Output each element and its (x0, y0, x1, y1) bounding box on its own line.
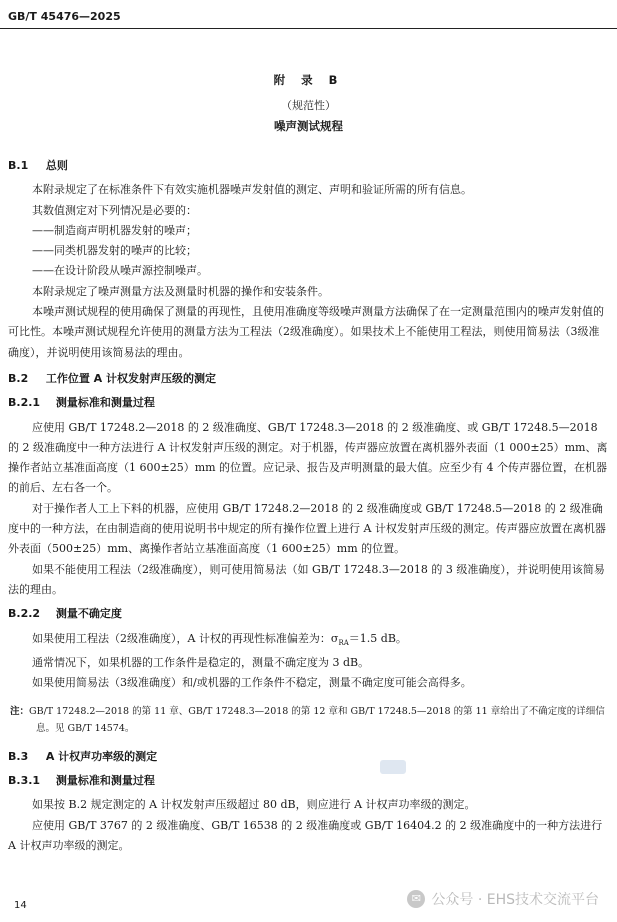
page-number: 14 (14, 900, 27, 911)
paragraph: 本附录规定了噪声测量方法及测量时机器的操作和安装条件。 (32, 284, 329, 298)
subsection-number: B.2.2 (8, 607, 41, 621)
section-number: B.2 (8, 371, 29, 385)
list-item: ——制造商声明机器发射的噪声； (32, 223, 197, 237)
subsection-number: B.3.1 (8, 773, 41, 787)
note-text: GB/T 17248.2—2018 的第 11 章、GB/T 17248.3—2018 的第 12 章和 GB/T 17248.5—2018 的第 11 章给出了不确定度的详细信息。见 GB/T 14574。 (29, 706, 605, 735)
paragraph: 如果使用简易法（3级准确度）和/或机器的工作条件不稳定，测量不确定度可能会高得多。 (32, 676, 472, 690)
standard-number: GB/T 45476—2025 (8, 10, 121, 23)
section-title: A 计权声功率级的测定 (45, 749, 158, 763)
subsection-heading-b21 (8, 393, 608, 413)
subsection-title: 测量标准和测量过程 (55, 396, 155, 410)
watermark (407, 889, 599, 909)
subsection-number: B.2.1 (8, 396, 41, 410)
paragraph: 本附录规定了在标准条件下有效实施机器噪声发射值的测定、声明和验证所需的所有信息。 (32, 183, 472, 197)
section-heading-b3 (8, 747, 608, 767)
paragraph-uncertainty: 如果使用工程法（2级准确度），A 计权的再现性标准偏差为：$\sigma_{RA}=1.5$ dB。 (32, 631, 407, 647)
subsection-title: 测量不确定度 (55, 607, 122, 621)
paragraph: 通常情况下，如果机器的工作条件是稳定的，测量不确定度为 3 dB。 (32, 656, 370, 670)
section-number: B.3 (8, 749, 29, 763)
section-title: 总则 (45, 159, 68, 172)
document-body (8, 152, 608, 856)
note-label: 注： (10, 706, 30, 718)
paragraph: 本噪声测试规程的使用确保了测量的再现性，且使用准确度等级噪声测量方法确保了在一定测量范围内的噪声发射值的可比性。本噪声测试规程允许使用的测量方法为工程法（2级准确度）。如果技术上不能使用工程法，则使用简易法（3级准确度），并说明使用该简易法的理由。 (8, 305, 604, 359)
annex-label: 附 录 B (273, 73, 344, 87)
wechat-icon: ✉ (407, 890, 425, 908)
subsection-heading-b22 (8, 604, 608, 624)
paragraph: 其数值测定对下列情况是必要的： (32, 203, 197, 217)
section-title: 工作位置 A 计权发射声压级的测定 (45, 371, 217, 385)
note (10, 703, 608, 737)
annex-title: 噪声测试规程 (274, 119, 343, 133)
paragraph: 对于操作者人工上下料的机器，应使用 GB/T 17248.2—2018 的 2 级准确度或 GB/T 17248.5—2018 的 2 级准确度中的一种方法，在由制造商的使用说明书中规定的所有操作位置上进行 A 计权发射声压级的测定。传声器应放置在离机器外表面（500±25）mm、离操作者站立基准面高度（1 600±25）mm 的位置。 (8, 501, 606, 556)
subsection-title: 测量标准和测量过程 (55, 773, 155, 787)
annex-nature: （规范性） (281, 99, 336, 112)
decorative-mark (380, 760, 406, 774)
paragraph: 如果不能使用工程法（2级准确度），则可使用简易法（如 GB/T 17248.3—2018 的 3 级准确度），并说明使用该简易法的理由。 (8, 562, 605, 596)
section-number: B.1 (8, 159, 29, 172)
subsection-heading-b31 (8, 771, 608, 791)
section-heading-b1 (8, 156, 608, 176)
paragraph: 应使用 GB/T 3767 的 2 级准确度、GB/T 16538 的 2 级准确度或 GB/T 16404.2 的 2 级准确度中的一种方法进行 A 计权声功率级的测定。 (8, 818, 603, 852)
list-item: ——同类机器发射的噪声的比较； (32, 244, 197, 258)
section-heading-b2 (8, 369, 608, 389)
paragraph: 应使用 GB/T 17248.2—2018 的 2 级准确度、GB/T 17248.3—2018 的 2 级准确度、或 GB/T 17248.5—2018 的 2 级准确度中一种方法进行 A 计权发射声压级的测定。对于机器，传声器应放置在离机器外表面（1 000±25）mm、离操作者站立基准面高度（1 600±25）mm 的位置。应记录、报告及声明测量的最大值。应至少有 4 个传声器位置，在机器的前后、左右各一个。 (8, 420, 608, 495)
paragraph: 如果按 B.2 规定测定的 A 计权发射声压级超过 80 dB，则应进行 A 计权声功率级的测定。 (32, 798, 476, 812)
list-item: ——在设计阶段从噪声源控制噪声。 (32, 264, 208, 278)
header-rule (0, 28, 617, 29)
watermark-text: 公众号 · EHS技术交流平台 (431, 892, 599, 908)
